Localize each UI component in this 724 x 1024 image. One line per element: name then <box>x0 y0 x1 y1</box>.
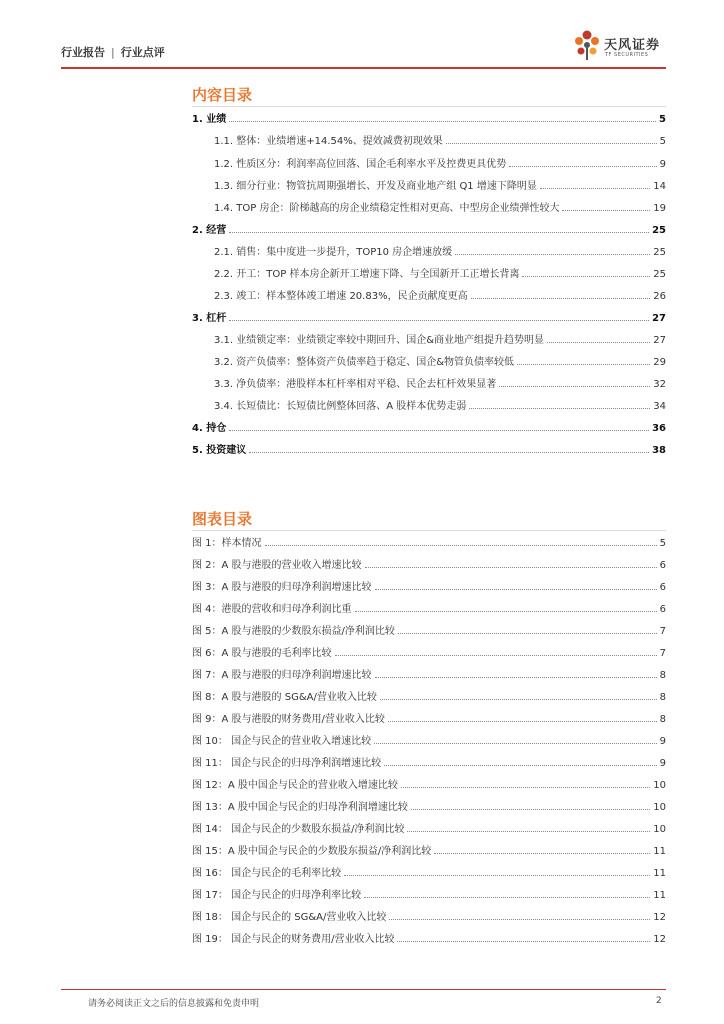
figure-page: 11 <box>653 846 666 857</box>
toc-page: 27 <box>652 313 666 324</box>
figure-label: 图 15：A 股中国企与民企的少数股东损益/净利润比较 <box>192 846 432 857</box>
figure-page: 9 <box>659 758 666 769</box>
figure-page: 12 <box>653 934 666 945</box>
leader-dots <box>344 874 650 876</box>
figure-label: 图 1：样本情况 <box>192 538 262 549</box>
figure-label: 图 11： 国企与民企的归母净利润增速比较 <box>192 758 382 769</box>
figure-item[interactable] <box>192 689 666 703</box>
figure-item[interactable] <box>192 843 666 857</box>
figure-label: 图 16： 国企与民企的毛利率比较 <box>192 868 342 879</box>
toc-page: 36 <box>652 423 666 434</box>
toc-item[interactable] <box>192 376 666 390</box>
report-type <box>61 44 165 60</box>
toc-page: 19 <box>653 203 666 214</box>
leader-dots <box>455 253 650 255</box>
subcategory-label: 行业点评 <box>120 46 165 59</box>
leader-dots <box>249 451 649 453</box>
company-logo <box>572 28 682 64</box>
toc-item[interactable] <box>192 222 666 236</box>
toc-item[interactable] <box>192 288 666 302</box>
figure-page: 6 <box>659 560 666 571</box>
leader-dots <box>365 566 657 568</box>
header-divider: | <box>111 46 115 59</box>
leader-dots <box>398 632 657 634</box>
leader-dots <box>517 363 650 365</box>
leader-dots <box>522 275 650 277</box>
toc-page: 38 <box>652 445 666 456</box>
figure-page: 10 <box>653 802 666 813</box>
figure-item[interactable] <box>192 799 666 813</box>
figure-item[interactable] <box>192 535 666 549</box>
figure-page: 9 <box>659 736 666 747</box>
figure-label: 图 9：A 股与港股的财务费用/营业收入比较 <box>192 714 385 725</box>
toc-item[interactable] <box>192 266 666 280</box>
figure-item[interactable] <box>192 909 666 923</box>
figure-page: 12 <box>653 912 666 923</box>
figure-label: 图 4：港股的营收和归母净利润比重 <box>192 604 352 615</box>
figure-item[interactable] <box>192 931 666 945</box>
leader-dots <box>509 165 656 167</box>
figure-page: 10 <box>653 780 666 791</box>
figure-page: 7 <box>659 626 666 637</box>
toc-page: 25 <box>652 225 666 236</box>
figure-page: 8 <box>659 714 666 725</box>
figure-page: 11 <box>653 890 666 901</box>
toc-label: 3.1. 业绩锁定率：业绩锁定率较中期回升、国企&商业地产组提升趋势明显 <box>214 335 545 346</box>
leader-dots <box>265 544 657 546</box>
header-divider-line <box>61 67 666 69</box>
toc-label: 5. 投资建议 <box>192 445 247 456</box>
leader-dots <box>335 654 657 656</box>
toc-item[interactable] <box>192 244 666 258</box>
leader-dots <box>434 852 650 854</box>
toc-item[interactable] <box>192 200 666 214</box>
leader-dots <box>380 698 657 700</box>
toc-page: 34 <box>653 401 666 412</box>
toc-page: 26 <box>653 291 666 302</box>
figure-label: 图 14： 国企与民企的少数股东损益/净利润比较 <box>192 824 405 835</box>
figure-item[interactable] <box>192 865 666 879</box>
toc-label: 3.2. 资产负债率：整体资产负债率趋于稳定、国企&物管负债率较低 <box>214 357 515 368</box>
toc-label: 2. 经营 <box>192 225 227 236</box>
figure-item[interactable] <box>192 821 666 835</box>
contents-title-rule <box>192 106 666 107</box>
toc-page: 5 <box>659 136 666 147</box>
page-number: 2 <box>656 996 662 1006</box>
figure-label: 图 17： 国企与民企的归母净利率比较 <box>192 890 362 901</box>
figure-item[interactable] <box>192 579 666 593</box>
figure-label: 图 10： 国企与民企的营业收入增速比较 <box>192 736 372 747</box>
figure-item[interactable] <box>192 733 666 747</box>
leader-dots <box>229 231 649 233</box>
figure-item[interactable] <box>192 711 666 725</box>
leader-dots <box>375 588 657 590</box>
toc-label: 1. 业绩 <box>192 114 227 125</box>
toc-page: 29 <box>653 357 666 368</box>
toc-item[interactable] <box>192 156 666 170</box>
toc-label: 3.3. 净负债率：港股样本杠杆率相对平稳、民企去杠杆效果显著 <box>214 379 497 390</box>
leader-dots <box>471 297 651 299</box>
flower-logo-icon <box>572 28 602 62</box>
contents-title: 内容目录 <box>192 86 253 104</box>
figure-item[interactable] <box>192 667 666 681</box>
figure-item[interactable] <box>192 645 666 659</box>
leader-dots <box>540 187 650 189</box>
leader-dots <box>375 676 657 678</box>
leader-dots <box>229 120 656 122</box>
figures-title: 图表目录 <box>192 510 253 528</box>
leader-dots <box>562 209 650 211</box>
leader-dots <box>374 742 657 744</box>
leader-dots <box>388 720 657 722</box>
toc-label: 1.1. 整体：业绩增速+14.54%、提效减费初现效果 <box>214 136 443 147</box>
figure-item[interactable] <box>192 601 666 615</box>
figure-page: 6 <box>659 604 666 615</box>
toc-label: 3.4. 长短债比：长短债比例整体回落、A 股样本优势走弱 <box>214 401 467 412</box>
toc-page: 32 <box>653 379 666 390</box>
leader-dots <box>407 830 650 832</box>
figure-page: 7 <box>659 648 666 659</box>
figure-page: 6 <box>659 582 666 593</box>
footer-disclaimer: 请务必阅读正文之后的信息披露和免责申明 <box>88 999 260 1009</box>
logo-english-name: TF SECURITIES <box>605 52 649 58</box>
leader-dots <box>389 918 650 920</box>
toc-item[interactable] <box>192 442 666 456</box>
leader-dots <box>229 319 649 321</box>
figure-label: 图 18： 国企与民企的 SG&A/营业收入比较 <box>192 912 387 923</box>
figure-label: 图 6：A 股与港股的毛利率比较 <box>192 648 332 659</box>
leader-dots <box>229 429 649 431</box>
toc-item[interactable] <box>192 354 666 368</box>
figure-label: 图 7：A 股与港股的归母净利润增速比较 <box>192 670 372 681</box>
figure-item[interactable] <box>192 755 666 769</box>
figure-item[interactable] <box>192 623 666 637</box>
figures-title-rule <box>192 530 666 531</box>
toc-item[interactable] <box>192 133 666 147</box>
figure-label: 图 5：A 股与港股的少数股东损益/净利润比较 <box>192 626 395 637</box>
logo-chinese-name: 天风证券 <box>604 38 661 53</box>
leader-dots <box>355 610 657 612</box>
leader-dots <box>364 896 650 898</box>
leader-dots <box>469 407 650 409</box>
toc-label: 3. 杠杆 <box>192 313 227 324</box>
page-header <box>0 0 724 72</box>
toc-page: 27 <box>653 335 666 346</box>
figure-label: 图 2：A 股与港股的营业收入增速比较 <box>192 560 362 571</box>
leader-dots <box>547 341 650 343</box>
leader-dots <box>397 940 650 942</box>
figure-page: 8 <box>659 692 666 703</box>
toc-item[interactable] <box>192 310 666 324</box>
figure-label: 图 12：A 股中国企与民企的营业收入增速比较 <box>192 780 398 791</box>
figure-label: 图 3：A 股与港股的归母净利润增速比较 <box>192 582 372 593</box>
figure-label: 图 13：A 股中国企与民企的归母净利润增速比较 <box>192 802 408 813</box>
figure-page: 5 <box>659 538 666 549</box>
figure-item[interactable] <box>192 887 666 901</box>
figure-page: 10 <box>653 824 666 835</box>
figure-page: 11 <box>653 868 666 879</box>
toc-page: 9 <box>659 159 666 170</box>
figure-item[interactable] <box>192 777 666 791</box>
toc-item[interactable] <box>192 332 666 346</box>
toc-label: 2.1. 销售：集中度进一步提升，TOP10 房企增速放缓 <box>214 247 453 258</box>
toc-page: 5 <box>659 114 666 125</box>
leader-dots <box>384 764 657 766</box>
leader-dots <box>401 786 650 788</box>
figure-label: 图 19： 国企与民企的财务费用/营业收入比较 <box>192 934 395 945</box>
toc-label: 1.2. 性质区分：利润率高位回落、国企毛利率水平及控费更具优势 <box>214 159 507 170</box>
toc-label: 4. 持仓 <box>192 423 227 434</box>
toc-label: 1.4. TOP 房企：阶梯越高的房企业绩稳定性相对更高、中型房企业绩弹性较大 <box>214 203 560 214</box>
toc-page: 14 <box>653 181 666 192</box>
toc-item[interactable] <box>192 398 666 412</box>
toc-item[interactable] <box>192 178 666 192</box>
leader-dots <box>446 142 657 144</box>
figure-item[interactable] <box>192 557 666 571</box>
leader-dots <box>499 385 650 387</box>
toc-page: 25 <box>653 269 666 280</box>
figure-label: 图 8：A 股与港股的 SG&A/营业收入比较 <box>192 692 377 703</box>
figure-page: 8 <box>659 670 666 681</box>
toc-label: 2.2. 开工：TOP 样本房企新开工增速下降、与全国新开工正增长背离 <box>214 269 520 280</box>
footer-divider-line <box>61 989 666 990</box>
toc-item[interactable] <box>192 420 666 434</box>
leader-dots <box>411 808 650 810</box>
toc-label: 1.3. 细分行业：物管抗周期强增长、开发及商业地产组 Q1 增速下降明显 <box>214 181 537 192</box>
toc-item[interactable] <box>192 111 666 125</box>
toc-page: 25 <box>653 247 666 258</box>
category-label: 行业报告 <box>61 46 105 59</box>
toc-label: 2.3. 竣工：样本整体竣工增速 20.83%，民企贡献度更高 <box>214 291 468 302</box>
